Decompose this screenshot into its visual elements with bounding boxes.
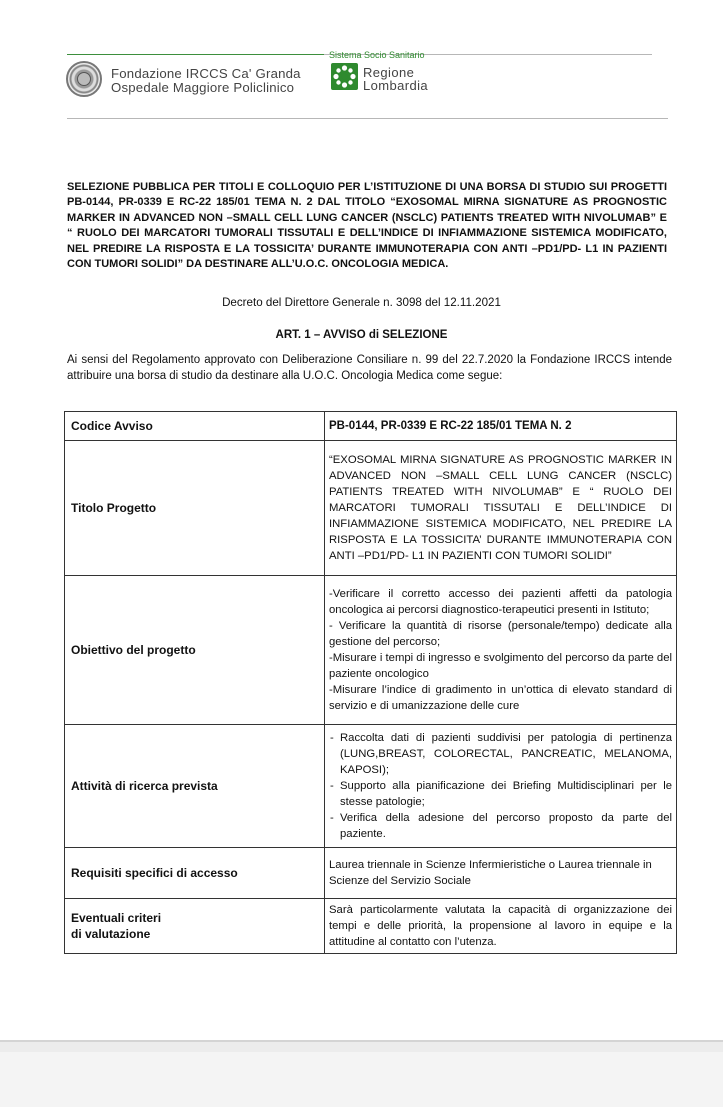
table-row	[65, 848, 677, 899]
objective-item: - Verificare la quantità di risorse (personale/tempo) dedicate alla gestione del percorso;	[329, 620, 672, 648]
requirements-value: Laurea triennale in Scienze Infermieristiche o Laurea triennale in Scienze del Servizio Sociale	[325, 848, 677, 899]
list-item: - Supporto alla pianificazione dei Briefing Multidisciplinari per le stesse patologie;	[329, 778, 672, 810]
activities-value	[325, 725, 677, 848]
system-label: Sistema Socio Sanitario	[329, 50, 425, 60]
viewer-next-page-edge	[0, 1052, 723, 1107]
document-title: SELEZIONE PUBBLICA PER TITOLI E COLLOQUIO PER L’ISTITUZIONE DI UNA BORSA DI STUDIO SUI PROGETTI PB-0144, PR-0339 E RC-22 185/01 TEMA N. 2 DAL TITOLO “EXOSOMAL MIRNA SIGNATURE AS PROGNOSTIC MARKER IN ADVANCED NON –SMALL CELL LUNG CANCER (NSCLC) PATIENTS TREATED WITH NIVOLUMAB” E “ RUOLO DEI MARCATORI TUMORALI TISSUTALI E DELL’INDICE DI INFIAMMAZIONE SISTEMICA MODIFICATO, NEL PREDIRE LA RISPOSTA E LA TOSSICITA’ DURANTE IMMUNOTERAPIA CON ANTI –PD1/PD- L1 IN PAZIENTI CON TUMORI SOLIDI” DA DESTINARE ALL’U.O.C. ONCOLOGIA MEDICA.	[67, 181, 667, 271]
activities-label: Attività di ricerca prevista	[65, 725, 325, 848]
criteria-label-line2: di valutazione	[71, 927, 151, 941]
table-row	[65, 576, 677, 725]
list-item: - Verifica della adesione del percorso proposto da parte del paziente.	[329, 810, 672, 842]
organization-name	[111, 67, 301, 95]
region-name-line1: Regione	[363, 65, 415, 80]
table-row	[65, 441, 677, 576]
table-row	[65, 899, 677, 954]
regione-lombardia-logo-icon	[331, 63, 358, 90]
list-item: - Raccolta dati di pazienti suddivisi per patologia di pertinenza (LUNG,BREAST, COLORECTAL, PANCREATIC, MELANOMA, KAPOSI);	[329, 730, 672, 778]
header-rule-green	[67, 54, 324, 55]
objective-item: -Misurare l’indice di gradimento in un’ottica di elevato standard di servizio e di umanizzazione delle cure	[329, 684, 672, 712]
table-row	[65, 412, 677, 441]
objective-item: -Misurare i tempi di ingresso e svolgimento del percorso da parte del paziente oncologico	[329, 652, 672, 680]
header-bottom-rule	[67, 118, 668, 119]
project-title-label: Titolo Progetto	[65, 441, 325, 576]
objective-value	[325, 576, 677, 725]
criteria-value: Sarà particolarmente valutata la capacità di organizzazione dei tempi e delle priorità, la propensione al lavoro in equipe e la attitudine al contatto con l’utenza.	[325, 899, 677, 954]
code-value: PB-0144, PR-0339 E RC-22 185/01 TEMA N. 2	[325, 412, 677, 441]
org-name-line1: Fondazione IRCCS Ca' Granda	[111, 66, 301, 81]
decree-line: Decreto del Direttore Generale n. 3098 del 12.11.2021	[222, 296, 501, 309]
intro-paragraph: Ai sensi del Regolamento approvato con Deliberazione Consiliare n. 99 del 22.7.2020 la Fondazione IRCCS intende attribuire una borsa di studio da destinare alla U.O.C. Oncologia Medica come segue:	[67, 354, 672, 382]
article-heading: ART. 1 – AVVISO di SELEZIONE	[275, 329, 448, 341]
requirements-label: Requisiti specifici di accesso	[65, 848, 325, 899]
activities-list	[329, 730, 672, 842]
table-row	[65, 725, 677, 848]
selection-table	[64, 411, 677, 954]
foundation-seal-icon	[66, 61, 102, 97]
objective-label: Obiettivo del progetto	[65, 576, 325, 725]
viewer-bottom-band	[0, 1040, 723, 1107]
criteria-label-line1: Eventuali criteri	[71, 911, 162, 925]
region-name-line2: Lombardia	[363, 78, 429, 93]
objective-item: -Verificare il corretto accesso dei pazienti affetti da patologia oncologica ai percorsi diagnostico-terapeutici presenti in Istituto;	[329, 588, 672, 616]
project-title-value: “EXOSOMAL MIRNA SIGNATURE AS PROGNOSTIC MARKER IN ADVANCED NON –SMALL CELL LUNG CANCER (NSCLC) PATIENTS TREATED WITH NIVOLUMAB” E “ RUOLO DEI MARCATORI TUMORALI TISSUTALI E DELL’INDICE DI INFIAMMAZIONE SISTEMICA MODIFICATO, NEL PREDIRE LA RISPOSTA E LA TOSSICITA’ DURANTE IMMUNOTERAPIA CON ANTI –PD1/PD- L1 IN PAZIENTI CON TUMORI SOLIDI”	[325, 441, 677, 576]
org-name-line2: Ospedale Maggiore Policlinico	[111, 80, 295, 95]
code-label: Codice Avviso	[65, 412, 325, 441]
criteria-label	[65, 899, 325, 954]
region-name	[363, 66, 428, 92]
